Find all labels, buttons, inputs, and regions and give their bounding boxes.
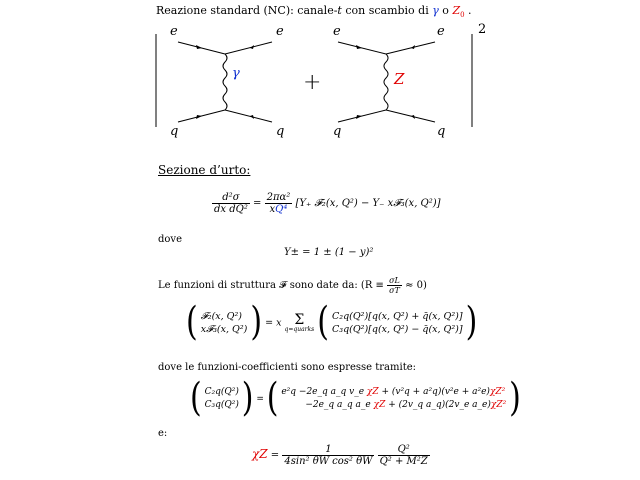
title-gamma: γ xyxy=(432,4,439,17)
eq-coefficient-functions: ( C₂q(Q²) C₃q(Q²) ) = ( e²q −2e_q a_q v_e χZ + (v²q + a²q)(v²e + a²e)χZ² −2e_q a_q a_e χZ + (2v_q a_q)(2v_e a_e)χZ² ) xyxy=(190,375,521,422)
sum-quarks: Σ q=quarks xyxy=(284,311,315,333)
eq-structure-functions: ( 𝓕₂(x, Q²) x𝓕₃(x, Q²) ) = x Σ q=quarks ( C₂q(Q²)[q(x, Q²) + q̄(x, Q²)] C₃q(Q²)[q(x, Q²) − q̄(x, Q²)] ) xyxy=(186,299,478,346)
dove-label-1: dove xyxy=(158,234,182,245)
eq-cross-section: $\frac{\text{d²σ}}{\text{dx dQ²}}$ = $\frac{\text{2πα²}}{\text{xQ⁴}}$ [Y₊ 𝓕₂(x, Q²) − Y₋ x𝓕₃(x, Q²)] xyxy=(214,192,441,215)
title-z0: Z xyxy=(452,4,461,17)
squared-power: 2 xyxy=(478,22,487,37)
right-q-out: q xyxy=(437,124,446,139)
eq1-lhs: $\frac{\text{d²σ}}{\text{dx dQ²}}$ xyxy=(214,192,248,215)
title-line xyxy=(156,4,472,19)
title-end: . xyxy=(464,4,472,17)
left-q-in: q xyxy=(170,124,179,139)
eq1-rhs-frac: $\frac{\text{2πα²}}{\text{xQ⁴}}$ xyxy=(266,192,291,215)
section-title: Sezione d’urto: xyxy=(158,163,251,177)
dove-label-2: dove le funzioni-coefficienti sono espresse tramite: xyxy=(158,362,416,373)
right-boson-z: Z xyxy=(394,70,405,88)
e-label: e: xyxy=(158,428,168,439)
right-e-in: e xyxy=(333,24,341,39)
left-e-in: e xyxy=(170,24,178,39)
funzioni-line: Le funzioni di struttura 𝓕 sono date da: (R ≡ $\frac{\sigma L}{\sigma T}$ ≈ 0) xyxy=(158,276,427,295)
eq-y-pm: Y± = 1 ± (1 − y)² xyxy=(284,247,374,258)
plus-sign: + xyxy=(303,70,322,95)
title-mid: con scambio di xyxy=(341,4,433,17)
title-t: t xyxy=(337,4,342,17)
left-boson-gamma: γ xyxy=(232,66,240,81)
diagram-right xyxy=(338,42,435,122)
diagram-left xyxy=(178,42,272,122)
eq1-bracket: [Y₊ 𝓕₂(x, Q²) − Y₋ x𝓕₃(x, Q²)] xyxy=(295,198,441,209)
right-e-out: e xyxy=(437,24,445,39)
title-o: o xyxy=(438,4,453,17)
eq-chi-z: χZ = $\frac{1}{\text{4sin² θW cos² θW}}$ $\frac{\text{Q²}}{\text{Q² + M²Z}}$ xyxy=(252,444,428,467)
title-prefix: Reazione standard (NC): canale- xyxy=(156,4,338,17)
right-q-in: q xyxy=(333,124,342,139)
left-e-out: e xyxy=(276,24,284,39)
left-q-out: q xyxy=(276,124,285,139)
title-z0-sub: 0 xyxy=(460,11,465,20)
